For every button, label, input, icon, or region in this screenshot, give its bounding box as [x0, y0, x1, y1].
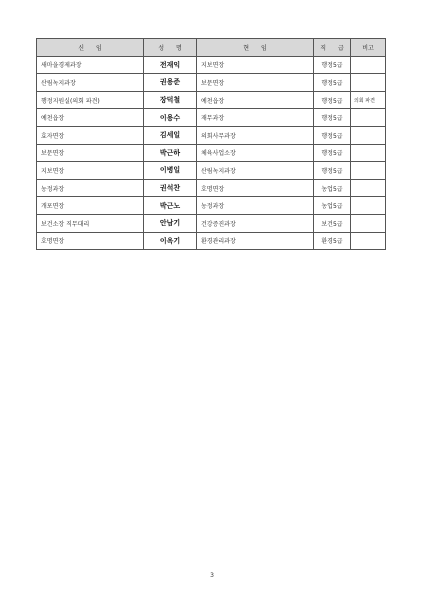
cell-new-post: 농정과장 [37, 179, 144, 197]
table-row [37, 197, 386, 215]
cell-name: 이옥기 [144, 232, 197, 250]
cell-current-post: 지보면장 [197, 56, 314, 74]
cell-note [351, 179, 386, 197]
cell-note [351, 162, 386, 180]
cell-current-post: 농정과장 [197, 197, 314, 215]
cell-current-post: 의회사무과장 [197, 126, 314, 144]
table-row [37, 74, 386, 92]
cell-current-post: 건강증진과장 [197, 214, 314, 232]
header-grade: 직 급 [314, 39, 351, 57]
cell-grade: 행정5급 [314, 74, 351, 92]
cell-current-post: 보문면장 [197, 74, 314, 92]
cell-grade: 행정5급 [314, 109, 351, 127]
cell-new-post: 산림녹지과장 [37, 74, 144, 92]
header-note: 비고 [351, 39, 386, 57]
table-row [37, 109, 386, 127]
table-row [37, 179, 386, 197]
cell-note [351, 56, 386, 74]
cell-name: 이용수 [144, 109, 197, 127]
cell-grade: 농업5급 [314, 179, 351, 197]
cell-note [351, 232, 386, 250]
cell-note [351, 109, 386, 127]
cell-note [351, 126, 386, 144]
table-row [37, 214, 386, 232]
cell-note [351, 214, 386, 232]
cell-name: 이병일 [144, 162, 197, 180]
cell-name: 박근노 [144, 197, 197, 215]
cell-new-post: 효자면장 [37, 126, 144, 144]
cell-name: 장덕철 [144, 91, 197, 109]
header-new-post: 신 임 [37, 39, 144, 57]
cell-current-post: 체육사업소장 [197, 144, 314, 162]
cell-grade: 환경5급 [314, 232, 351, 250]
cell-grade: 행정5급 [314, 162, 351, 180]
cell-grade: 행정5급 [314, 56, 351, 74]
cell-name: 박근하 [144, 144, 197, 162]
table-header-row [37, 39, 386, 57]
cell-name: 권용준 [144, 74, 197, 92]
cell-new-post: 지보면장 [37, 162, 144, 180]
personnel-roster-table [36, 38, 386, 250]
table-row [37, 144, 386, 162]
cell-note [351, 144, 386, 162]
cell-name: 전재익 [144, 56, 197, 74]
table-row [37, 91, 386, 109]
cell-current-post: 예천읍장 [197, 91, 314, 109]
cell-grade: 행정5급 [314, 126, 351, 144]
cell-new-post: 보건소장 직무대리 [37, 214, 144, 232]
cell-grade: 행정5급 [314, 144, 351, 162]
cell-note [351, 74, 386, 92]
cell-new-post: 보문면장 [37, 144, 144, 162]
cell-current-post: 호명면장 [197, 179, 314, 197]
cell-new-post: 호명면장 [37, 232, 144, 250]
page-number: 3 [210, 572, 214, 579]
cell-new-post: 예천읍장 [37, 109, 144, 127]
table-row [37, 162, 386, 180]
cell-current-post: 환경관리과장 [197, 232, 314, 250]
cell-grade: 행정5급 [314, 91, 351, 109]
cell-new-post: 행정지원실(의회 파견) [37, 91, 144, 109]
cell-name: 김세일 [144, 126, 197, 144]
table-row [37, 232, 386, 250]
cell-new-post: 개포면장 [37, 197, 144, 215]
cell-note [351, 197, 386, 215]
cell-name: 권석찬 [144, 179, 197, 197]
header-name: 성 명 [144, 39, 197, 57]
header-current-post: 현 임 [197, 39, 314, 57]
cell-current-post: 재무과장 [197, 109, 314, 127]
cell-note: 의회 파견 [351, 91, 386, 109]
cell-name: 안남기 [144, 214, 197, 232]
cell-new-post: 새마을경제과장 [37, 56, 144, 74]
table-row [37, 56, 386, 74]
cell-grade: 농업5급 [314, 197, 351, 215]
cell-current-post: 산림녹지과장 [197, 162, 314, 180]
cell-grade: 보건5급 [314, 214, 351, 232]
table-row [37, 126, 386, 144]
